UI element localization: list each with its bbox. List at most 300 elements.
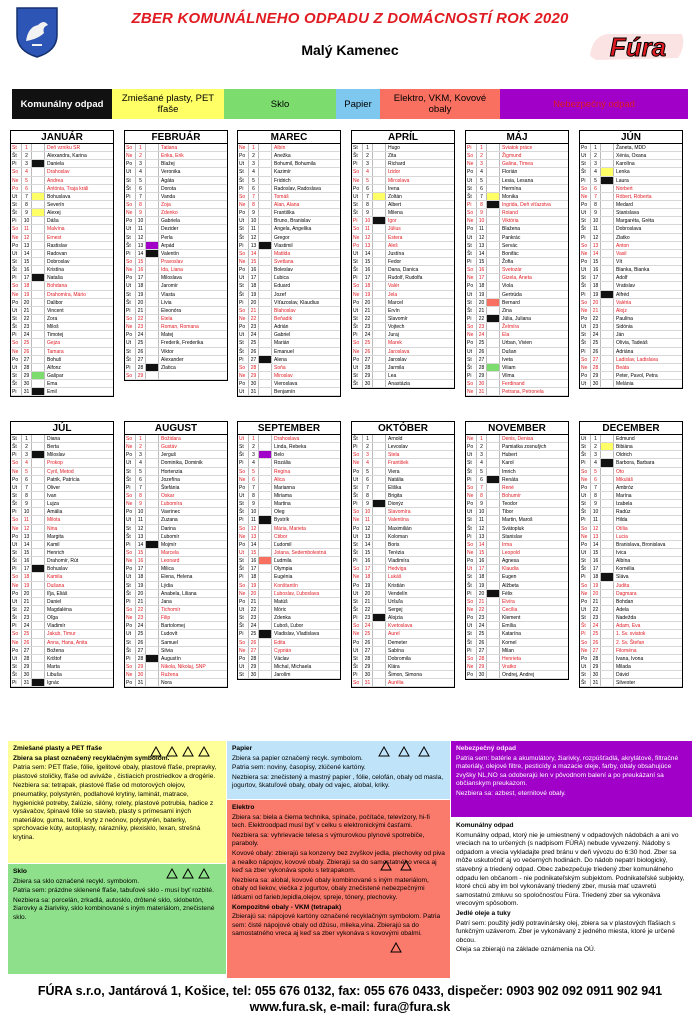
weekday: Ne [352,291,363,298]
day-row [352,468,454,476]
month-0 [10,130,114,397]
day-number: 4 [136,168,146,175]
weekday: Ut [238,663,249,670]
name-day: Fedor [388,258,402,265]
weekday: So [238,250,249,257]
day-row [125,647,227,655]
name-day: Paulína [616,315,633,322]
name-day: Karolína [616,161,635,168]
collection-marker [259,307,272,314]
recycling-symbol-icon [398,746,410,758]
name-day: Zlatica [161,364,176,371]
day-number: 27 [477,356,487,363]
day-number: 25 [249,339,259,346]
weekday: Pi [580,459,591,466]
day-row [580,459,682,467]
collection-marker [146,541,159,548]
collection-marker [373,348,386,355]
weekday: St [352,258,363,265]
day-number: 23 [249,323,259,330]
day-number: 10 [591,217,601,224]
weekday: Ne [11,468,22,475]
legend-item: Zmiešané plasty, PET fľaše [112,89,224,119]
collection-marker [487,451,500,458]
day-number: 13 [363,533,373,540]
name-day: Alojz [616,307,627,314]
name-day: Marcel [388,299,404,306]
name-day: Ervín [388,307,400,314]
collection-marker [487,622,500,629]
day-number: 5 [477,468,487,475]
day-row [466,598,568,606]
day-row [580,468,682,476]
collection-marker [32,356,45,363]
day-number: 25 [591,630,601,637]
collection-marker [32,372,45,379]
name-day: Judita [616,582,630,589]
collection-marker [487,266,500,273]
day-number: 5 [477,177,487,184]
weekday: Po [11,647,22,654]
name-day: Vlasta [161,291,175,298]
name-day: Nina [47,525,58,532]
day-row [352,639,454,647]
day-number: 10 [591,508,601,515]
weekday: Št [11,209,22,216]
day-number: 17 [591,565,601,572]
collection-marker [373,582,386,589]
collection-marker [373,356,386,363]
day-row [466,459,568,467]
day-number: 19 [477,291,487,298]
collection-marker [146,193,159,200]
day-row [238,291,340,299]
weekday: Pi [238,573,249,580]
day-row [238,500,340,508]
weekday: Ut [352,307,363,314]
weekday: St [580,671,591,678]
name-day: Félix [502,590,513,597]
day-number: 23 [477,323,487,330]
day-row [11,315,113,323]
collection-marker [373,315,386,322]
day-row [125,193,227,201]
day-row [580,160,682,168]
collection-marker [601,549,614,556]
oleje-title: Jedlé oleje a tuky [456,909,511,917]
weekday: Po [466,282,477,289]
name-day: Móric [274,606,287,613]
name-day: Štefánia [161,484,180,491]
weekday: Po [580,541,591,548]
day-row [238,639,340,647]
name-day: Henrich [47,549,65,556]
day-row [11,598,113,606]
weekday: St [11,663,22,670]
day-row [466,484,568,492]
collection-marker [146,459,159,466]
name-day: Nataša [47,275,63,282]
day-row [125,671,227,679]
komunalny-l1: Komunálny odpad, ktorý nie je umiestnený v odpadových nádobách a ani vo vreciach na to určených (s nadpisom FÚRA) nebude vyvezený. Nádoby s odpadom a vrecia vykladajte pred bránu v deň vývozu do 6:30 hod. Zber sa môže uskutočniť aj vo večerných hodinách. Do nádob nepatrí biologický, stavebný a triedený odpad. Obec zabezpečuje triedený zber komunálneho odpadu len občanom - nie podnikateľským subjektom. Podnikateľské subjekty, ktoré chcú aby im bol vykonávaný triedený zber, musia mať uzavretú samostatnú zmluvu so spoločnosťou Fúra. Triedený zber sa vykonáva vrecovým spôsobom. [456,831,685,908]
day-row [352,234,454,242]
name-day: Svätopluk [502,525,524,532]
day-number: 1 [477,144,487,151]
day-number: 26 [136,639,146,646]
day-number: 19 [477,582,487,589]
weekday: Št [11,380,22,387]
weekday: Ut [352,647,363,654]
day-number: 4 [363,168,373,175]
name-day: Lívia [161,299,172,306]
day-row [125,590,227,598]
collection-marker [259,323,272,330]
name-day: Ema [47,381,58,388]
name-day: Stanislava [616,210,640,217]
weekday: Pi [352,217,363,224]
name-day: Lenka [616,169,630,176]
name-day: Dušana [47,582,65,589]
weekday: St [238,225,249,232]
name-day: Ľudmila [274,558,292,565]
collection-marker [146,266,159,273]
day-number: 22 [136,315,146,322]
weekday: So [238,307,249,314]
collection-marker [32,476,45,483]
weekday: So [466,152,477,159]
name-day: Jela [388,291,398,298]
day-number: 24 [363,331,373,338]
collection-marker [487,152,500,159]
weekday: Po [466,614,477,621]
day-number: 7 [477,484,487,491]
day-number: 9 [22,500,32,507]
weekday: Pi [580,177,591,184]
day-number: 28 [363,364,373,371]
day-number: 23 [249,614,259,621]
weekday: So [352,622,363,629]
day-row [466,435,568,443]
day-row [11,299,113,307]
day-number: 1 [22,435,32,442]
collection-marker [487,299,500,306]
weekday: Po [238,380,249,387]
name-day: Sláva [616,574,629,581]
weekday: So [11,459,22,466]
weekday: St [352,484,363,491]
day-row [238,614,340,622]
collection-marker [259,663,272,670]
day-number: 12 [22,525,32,532]
weekday: Po [125,217,136,224]
month-title: MAREC [238,131,340,144]
name-day: Božena [47,647,64,654]
day-number: 17 [363,274,373,281]
day-number: 13 [249,533,259,540]
collection-marker [601,671,614,678]
day-row [125,144,227,152]
name-day: Dionýz [388,501,404,508]
name-day: Florián [502,169,518,176]
day-row [352,549,454,557]
collection-marker [146,209,159,216]
day-number: 24 [22,331,32,338]
day-row [11,492,113,500]
month-8 [237,421,341,680]
collection-marker [487,468,500,475]
plasty-l3: Nezbiera sa: tetrapak, plastové fľaše od motorových olejov, pneumatiky, polystyrén, podlahové krytiny, laminát, matrace, hygienické potreby, žalúzie, silóny, rolety, plastové potrubia, hadice z vysávačov, špinavé fólie so stavieb, plasty s prímesami iných materiálov, guma, textil, kryty z neónov, polystyrén, baterky, sprchovacie kúty, autoplasty, nárazníky, plexisklo, lexan, strešná krytina. [13,782,214,841]
day-row [466,177,568,185]
day-row [466,541,568,549]
weekday: Ut [466,348,477,355]
day-row [125,209,227,217]
day-row [352,622,454,630]
day-number: 16 [136,557,146,564]
day-row [125,242,227,250]
day-number: 13 [249,242,259,249]
name-day: Vratko [502,663,517,670]
weekday: Št [238,291,249,298]
name-day: Agáta [161,177,175,184]
collection-marker [146,217,159,224]
name-day: Marcela [161,549,179,556]
weekday: So [238,525,249,532]
weekday: Pi [466,647,477,654]
weekday: St [580,443,591,450]
day-row [352,274,454,282]
day-number: 4 [591,168,601,175]
weekday: Ut [580,323,591,330]
name-day: Amália [47,509,63,516]
name-day: Júlia, Juliana [502,315,531,322]
day-number: 19 [591,291,601,298]
name-day: Diana [47,436,61,442]
collection-marker [146,331,159,338]
name-day: Oskar [161,492,175,499]
day-row [352,598,454,606]
day-number: 20 [249,590,259,597]
name-day: Ján [616,332,625,339]
weekday: Ne [466,160,477,167]
day-row [466,516,568,524]
weekday: Po [466,443,477,450]
day-number: 22 [477,315,487,322]
day-row [11,459,113,467]
weekday: Pi [580,573,591,580]
day-number: 3 [249,451,259,458]
weekday: So [125,258,136,265]
day-row [238,217,340,225]
day-row [238,525,340,533]
name-day: Bystrík [274,517,290,524]
name-day: Kamila [47,574,63,581]
day-number: 29 [22,372,32,379]
collection-marker [32,315,45,322]
weekday: Ne [580,250,591,257]
weekday: St [238,282,249,289]
day-row [238,339,340,347]
name-day: Iveta [502,356,513,363]
name-day: Estera [388,234,403,241]
day-number: 6 [363,185,373,192]
day-row [580,525,682,533]
collection-marker [373,533,386,540]
day-number: 30 [249,380,259,387]
collection-marker [373,160,386,167]
day-number: 16 [477,266,487,273]
day-row [238,557,340,565]
day-number: 8 [591,492,601,499]
name-day: Oľga [47,615,58,622]
day-row [352,372,454,380]
collection-marker [146,655,159,662]
day-row [11,639,113,647]
day-row [580,356,682,364]
weekday: So [580,299,591,306]
name-day: Edita [274,639,286,646]
name-day: Igor [388,218,397,225]
day-row [238,590,340,598]
name-day: Víťazoslav, Klaudius [274,299,320,306]
day-row [11,484,113,492]
recycling-symbol-icon [380,860,392,872]
collection-marker [487,525,500,532]
collection-marker [146,679,159,686]
day-row [125,663,227,671]
collection-marker [601,630,614,637]
collection-marker [259,299,272,306]
name-day: Nikola, Nikolaj, SNP [161,663,206,670]
collection-marker [487,185,500,192]
day-row [352,459,454,467]
weekday: Po [238,152,249,159]
collection-marker [487,291,500,298]
weekday: Pi [352,500,363,507]
weekday: Po [125,508,136,515]
name-day: Alexej [47,210,61,217]
collection-marker [373,201,386,208]
day-number: 29 [249,663,259,670]
name-day: Marta [47,663,60,670]
weekday: Pi [466,315,477,322]
name-day: Viola [502,283,514,290]
name-day: Dobroslava [616,226,642,233]
name-day: Anežka [274,153,291,160]
recycling-symbol-icon [400,860,412,872]
name-day: Ľubomír [161,533,180,540]
day-row [238,299,340,307]
collection-marker [259,630,272,637]
name-day: 2. Sv. Štefan [616,639,645,646]
weekday: Št [125,533,136,540]
name-day: Malvína [47,226,65,233]
day-number: 22 [22,315,32,322]
name-day: Žofia [502,258,514,265]
weekday: Ne [125,323,136,330]
name-day: Oliver [47,484,61,491]
name-day: Samuel [161,639,178,646]
day-row [352,291,454,299]
collection-marker [259,468,272,475]
day-row [125,459,227,467]
day-number: 22 [249,315,259,322]
day-number: 13 [477,242,487,249]
day-number: 11 [591,516,601,523]
day-row [238,388,340,396]
collection-marker [32,299,45,306]
weekday: Ne [352,459,363,466]
day-row [11,590,113,598]
day-number: 17 [591,274,601,281]
weekday: Ne [11,348,22,355]
weekday: Ne [580,364,591,371]
day-number: 21 [249,598,259,605]
day-row [238,193,340,201]
collection-marker [259,508,272,515]
weekday: Ne [125,152,136,159]
weekday: Pi [11,388,22,395]
weekday: St [580,217,591,224]
collection-marker [259,476,272,483]
day-number: 5 [249,468,259,475]
day-row [125,356,227,364]
name-day: Barbora, Barbara [616,460,655,467]
name-day: 1. Sv. sviatok [616,631,646,638]
name-day: Gabriela [161,218,180,225]
weekday: Ut [125,573,136,580]
weekday: Pi [125,541,136,548]
day-row [11,508,113,516]
day-row [466,331,568,339]
name-day: Boris [388,541,400,548]
name-day: Brigita [388,492,403,499]
day-number: 4 [363,459,373,466]
month-7 [124,421,228,688]
day-number: 31 [249,388,259,395]
name-day: Alojzia [388,615,403,622]
weekday: Ne [580,590,591,597]
weekday: St [11,144,22,151]
collection-marker [32,388,45,395]
name-day: Gertrúda [502,291,522,298]
day-row [352,250,454,258]
collection-marker [373,209,386,216]
weekday: Št [11,443,22,450]
weekday: Ut [11,484,22,491]
name-day: Edmund [616,436,635,442]
day-row [238,492,340,500]
collection-marker [487,380,500,387]
collection-marker [373,500,386,507]
day-number: 7 [249,193,259,200]
day-row [125,323,227,331]
collection-marker [601,274,614,281]
day-row [238,647,340,655]
day-number: 18 [477,573,487,580]
day-number: 17 [363,565,373,572]
weekday: Št [238,565,249,572]
day-row [352,209,454,217]
day-row [352,177,454,185]
day-number: 14 [477,250,487,257]
collection-marker [373,573,386,580]
name-day: Aurélia [388,680,404,687]
day-row [466,217,568,225]
day-number: 15 [22,549,32,556]
weekday: Št [238,622,249,629]
weekday: St [466,185,477,192]
day-number: 28 [249,364,259,371]
